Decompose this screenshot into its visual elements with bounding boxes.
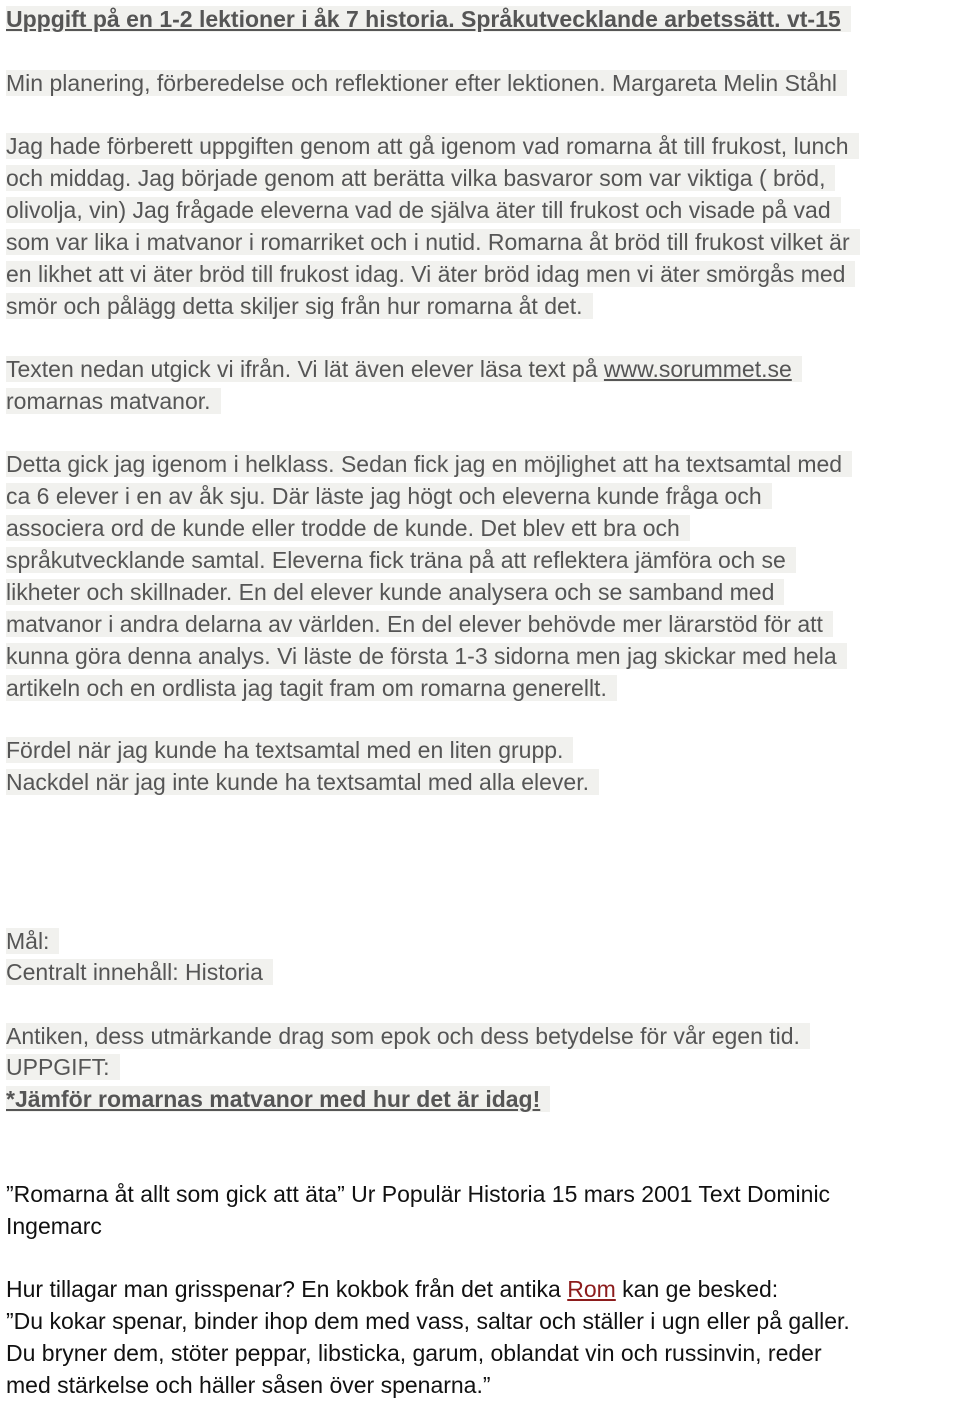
goals-content: Antiken, dess utmärkande drag som epok och dess betydelse för vår egen tid. xyxy=(6,1021,810,1053)
goals-label: Mål: xyxy=(6,926,59,958)
paragraph-line: som var lika i matvanor i romarriket och i nutid. Romarna åt bröd till frukost vilket är xyxy=(6,227,860,259)
source-line xyxy=(6,354,802,386)
document-header xyxy=(6,4,851,36)
document-subtitle-line xyxy=(6,68,847,100)
source-text: Texten nedan utgick vi ifrån. Vi lät även elever läsa text på www.sorummet.se xyxy=(6,356,802,382)
paragraph-line: associera ord de kunde eller trodde de kunde. Det blev ett bra och xyxy=(6,513,690,545)
article-quote-line: Du bryner dem, stöter peppar, libsticka, garum, oblandat vin och russinvin, reder xyxy=(6,1340,822,1366)
paragraph-line: ca 6 elever i en av åk sju. Där läste jag högt och eleverna kunde fråga och xyxy=(6,481,772,513)
article-heading-2: Ingemarc xyxy=(6,1213,102,1239)
paragraph-line: en likhet att vi äter bröd till frukost idag. Vi äter bröd idag men vi äter smörgås med xyxy=(6,259,855,291)
disadvantage-line: Nackdel när jag inte kunde ha textsamtal med alla elever. xyxy=(6,767,599,799)
paragraph-line: Jag hade förberett uppgiften genom att gå igenom vad romarna åt till frukost, lunch xyxy=(6,131,859,163)
paragraph-line: kunna göra denna analys. Vi läste de första 1-3 sidorna men jag skickar med hela xyxy=(6,641,847,673)
paragraph-line: och middag. Jag började genom att berätta vilka basvaror som var viktiga ( bröd, xyxy=(6,163,835,195)
article-quote-line: ”Du kokar spenar, binder ihop dem med vass, saltar och ställer i ugn eller på galler. xyxy=(6,1308,850,1334)
rom-link[interactable]: Rom xyxy=(567,1276,616,1302)
source-line-2: romarnas matvanor. xyxy=(6,386,221,418)
paragraph-line: Detta gick jag igenom i helklass. Sedan fick jag en möjlighet att ha textsamtal med xyxy=(6,449,852,481)
sorummet-link[interactable]: www.sorummet.se xyxy=(603,356,792,382)
paragraph-line: matvanor i andra delarna av världen. En del elever behövde mer lärarstöd för att xyxy=(6,609,833,641)
article-quote-line: med stärkelse och häller såsen över spenarna.” xyxy=(6,1372,491,1398)
task-text: *Jämför romarnas matvanor med hur det är idag! xyxy=(6,1084,550,1116)
task-label: UPPGIFT: xyxy=(6,1052,120,1084)
article-question: Hur tillagar man grisspenar? En kokbok från det antika Rom kan ge besked: xyxy=(6,1276,779,1302)
paragraph-line: språkutvecklande samtal. Eleverna fick träna på att reflektera jämföra och se xyxy=(6,545,796,577)
paragraph-line: likheter och skillnader. En del elever kunde analysera och se samband med xyxy=(6,577,784,609)
article-heading: ”Romarna åt allt som gick att äta” Ur Populär Historia 15 mars 2001 Text Dominic xyxy=(6,1181,831,1207)
paragraph-line: smör och pålägg detta skiljer sig från hur romarna åt det. xyxy=(6,291,593,323)
paragraph-line: olivolja, vin) Jag frågade eleverna vad de själva äter till frukost och visade på vad xyxy=(6,195,841,227)
document-subtitle: Min planering, förberedelse och reflektioner efter lektionen. Margareta Melin Ståhl xyxy=(6,70,847,96)
document-title: Uppgift på en 1-2 lektioner i åk 7 historia. Språkutvecklande arbetssätt. vt-15 xyxy=(6,6,851,32)
advantage-line: Fördel när jag kunde ha textsamtal med en liten grupp. xyxy=(6,735,573,767)
central-content-label: Centralt innehåll: Historia xyxy=(6,957,273,989)
paragraph-line: artikeln och en ordlista jag tagit fram om romarna generellt. xyxy=(6,673,617,705)
